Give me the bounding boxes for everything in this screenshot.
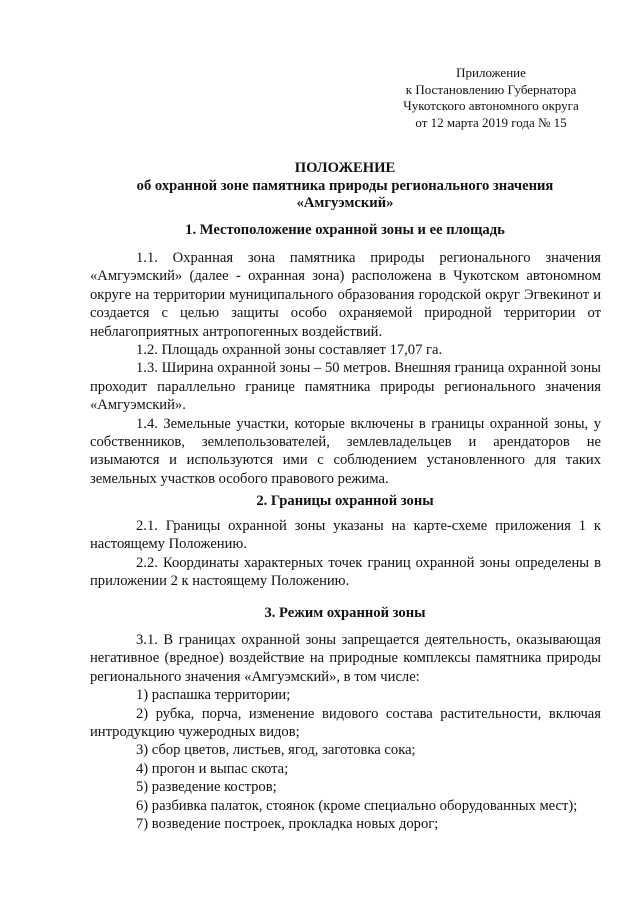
list-item: 5) разведение костров; [136,779,277,796]
list-item: 3) сбор цветов, листьев, ягод, заготовка сока; [136,742,416,759]
list-item: 7) возведение построек, прокладка новых дорог; [136,816,439,833]
title-line: «Амгуэмский» [296,195,394,211]
section-1-body [90,249,601,488]
section-3-body [90,631,601,833]
paragraph-1-4: 1.4. Земельные участки, которые включены в границы охранной зоны, у собственников, землепользователей, землевладельцев и арендаторов не изымаются и используются ими с соблюдением установленного для таких земельных участков особого правового режима. [90,415,601,487]
section-3-heading: 3. Режим охранной зоны [264,605,426,621]
list-item: 4) прогон и выпас скота; [136,760,289,777]
annex-line: Приложение [456,65,526,80]
section-2-heading: 2. Границы охранной зоны [256,493,434,509]
section-2-body [90,517,601,591]
list-item: 2) рубка, порча, изменение видового состава растительности, включая интродукцию чужеродных видов; [90,705,601,741]
document-title [90,160,600,213]
section-1-heading: 1. Местоположение охранной зоны и ее площадь [185,222,505,238]
paragraph-2-2: 2.2. Координаты характерных точек границ охранной зоны определены в приложении 2 к настоящему Положению. [90,554,601,590]
list-item: 1) распашка территории; [136,687,291,704]
paragraph-2-1: 2.1. Границы охранной зоны указаны на карте-схеме приложения 1 к настоящему Положению. [90,518,601,553]
paragraph-1-2: 1.2. Площадь охранной зоны составляет 17,07 га. [136,342,443,359]
title-line: ПОЛОЖЕНИЕ [294,160,396,176]
annex-line: от 12 марта 2019 года № 15 [415,114,567,130]
annex-line: к Постановлению Губернатора [405,81,577,97]
annex-reference [380,65,602,131]
paragraph-1-1: 1.1. Охранная зона памятника природы регионального значения «Амгуэмский» (далее - охранная зона) расположена в Чукотском автономном округе на территории муниципального образования городской округ Эгвекинот и создается с целью защиты особо охраняемой природной территории от неблагоприятных антропогенных воздействий. [90,250,601,340]
title-line: об охранной зоне памятника природы регионального значения [136,177,554,194]
paragraph-3-1: 3.1. В границах охранной зоны запрещается деятельность, оказывающая негативное (вредное) воздействие на природные комплексы памятника природы регионального значения «Амгуэмский», в том числе: [90,632,601,685]
paragraph-1-3: 1.3. Ширина охранной зоны – 50 метров. Внешняя граница охранной зоны проходит параллельно границе памятника природы регионального значения «Амгуэмский». [90,360,601,414]
annex-line: Чукотского автономного округа [403,98,579,114]
list-item: 6) разбивка палаток, стоянок (кроме специально оборудованных мест); [136,797,578,814]
